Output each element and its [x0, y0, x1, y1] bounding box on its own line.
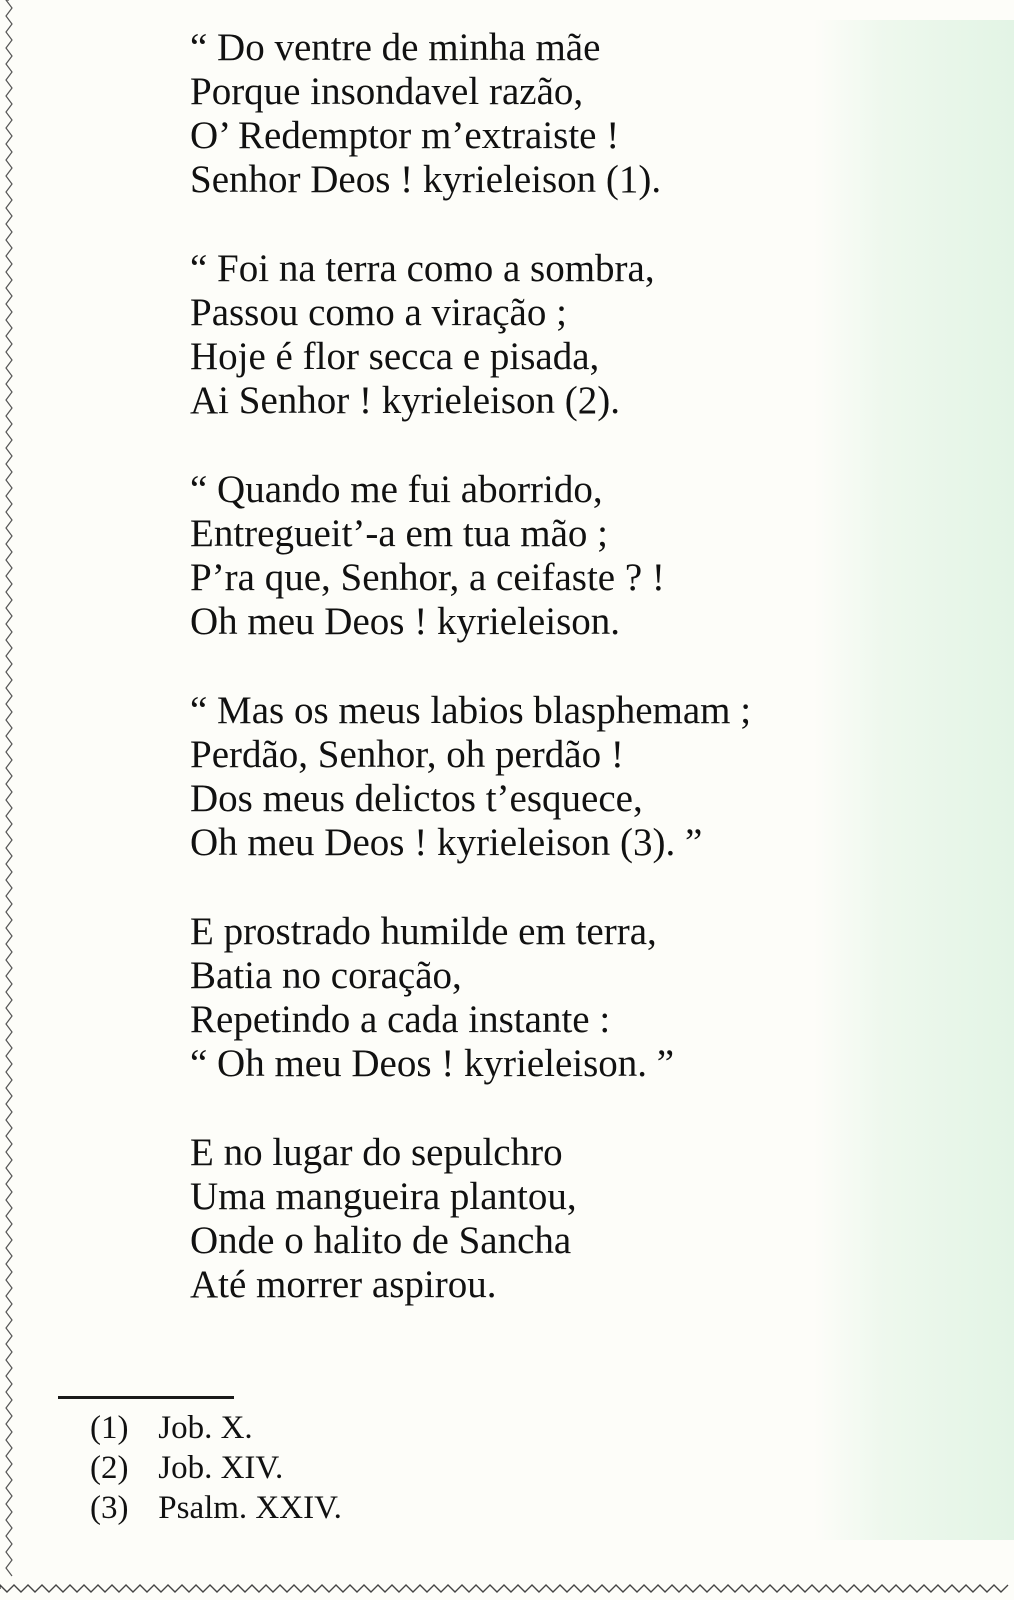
footnote-text: Job. X.	[158, 1410, 253, 1446]
verse-line: Senhor Deos ! kyrieleison (1).	[190, 158, 662, 201]
verse-line: O’ Redemptor m’extraiste !	[190, 114, 620, 157]
verse-line: Oh meu Deos ! kyrieleison.	[190, 600, 620, 643]
footnote-text: Psalm. XXIV.	[158, 1490, 342, 1526]
verse-line: Passou como a viração ;	[190, 291, 567, 334]
verse-line: “ Foi na terra como a sombra,	[190, 247, 655, 290]
verse-line: Porque insondavel razão,	[190, 70, 584, 113]
verse-line: Dos meus delictos t’esquece,	[190, 777, 643, 820]
verse-line: “ Do ventre de minha mãe	[190, 26, 601, 69]
footnote-rule	[58, 1396, 234, 1399]
verse-line: “ Mas os meus labios blasphemam ;	[190, 689, 752, 732]
verse-line: E prostrado humilde em terra,	[190, 910, 657, 953]
footnote-number: (1)	[90, 1410, 129, 1446]
stanza	[190, 1131, 890, 1307]
stanza	[190, 910, 890, 1086]
footnote-number: (2)	[90, 1450, 129, 1486]
poem-text	[190, 26, 890, 1352]
verse-line: Batia no coração,	[190, 954, 462, 997]
verse-line: Uma mangueira plantou,	[190, 1175, 577, 1218]
verse-line: Entregueit’-a em tua mão ;	[190, 512, 608, 555]
footnote	[90, 1488, 342, 1528]
deckled-bottom-edge	[0, 1578, 1014, 1600]
verse-line: Onde o halito de Sancha	[190, 1219, 572, 1262]
verse-line: “ Oh meu Deos ! kyrieleison. ”	[190, 1042, 675, 1085]
stanza	[190, 247, 890, 423]
verse-line: Até morrer aspirou.	[190, 1263, 497, 1306]
verse-line: Oh meu Deos ! kyrieleison (3). ”	[190, 821, 703, 864]
footnote	[90, 1448, 342, 1488]
deckled-left-edge	[2, 0, 16, 1580]
footnote-number: (3)	[90, 1490, 129, 1526]
verse-line: Ai Senhor ! kyrieleison (2).	[190, 379, 620, 422]
verse-line: Hoje é flor secca e pisada,	[190, 335, 600, 378]
footnotes	[90, 1408, 342, 1528]
footnote	[90, 1408, 342, 1448]
stanza	[190, 26, 890, 202]
verse-line: Repetindo a cada instante :	[190, 998, 611, 1041]
stanza	[190, 468, 890, 644]
verse-line: E no lugar do sepulchro	[190, 1131, 563, 1174]
stanza	[190, 689, 890, 865]
verse-line: P’ra que, Senhor, a ceifaste ? !	[190, 556, 665, 599]
footnote-text: Job. XIV.	[158, 1450, 284, 1486]
verse-line: Perdão, Senhor, oh perdão !	[190, 733, 624, 776]
verse-line: “ Quando me fui aborrido,	[190, 468, 603, 511]
